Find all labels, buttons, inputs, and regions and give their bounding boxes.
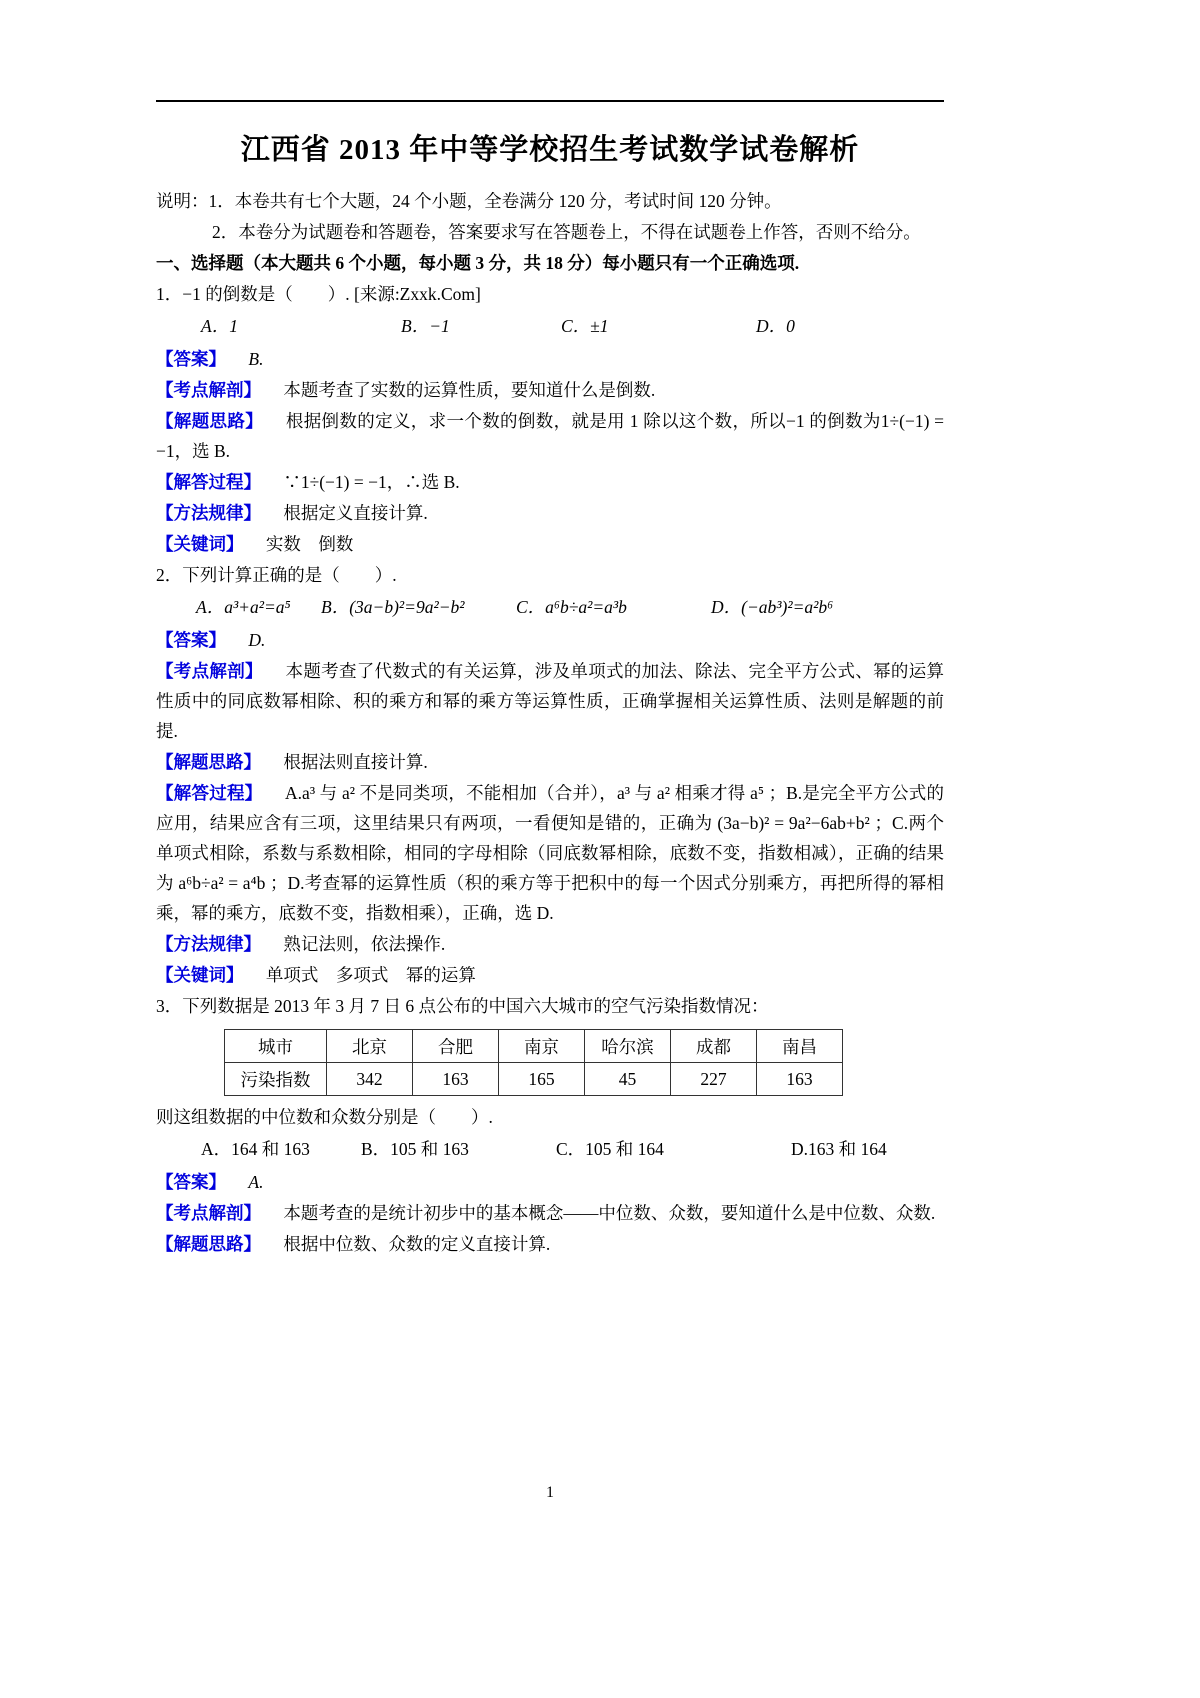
notes-line-2: 2．本卷分为试题卷和答题卷，答案要求写在答题卷上，不得在试题卷上作答，否则不给分。: [212, 222, 921, 242]
q1-analysis-line: [156, 375, 944, 405]
analysis-label: 【考点解剖】: [156, 380, 261, 400]
q1-keywords: 实数 倒数: [265, 534, 354, 554]
document-content: [156, 0, 944, 1260]
method-label: 【方法规律】: [156, 503, 261, 523]
process-label: 【解答过程】: [156, 783, 263, 803]
table-cell: 污染指数: [225, 1063, 327, 1096]
method-label: 【方法规律】: [156, 934, 261, 954]
q1-stem: 1．−1 的倒数是（ ）. [来源:Zxxk.Com]: [156, 284, 481, 304]
q1-analysis: 本题考查了实数的运算性质，要知道什么是倒数.: [283, 380, 656, 400]
q1-option-c: C．±1: [561, 316, 609, 336]
q3-stem2: 则这组数据的中位数和众数分别是（ ）.: [156, 1107, 493, 1127]
approach-label: 【解题思路】: [156, 411, 264, 431]
keywords-label: 【关键词】: [156, 965, 244, 985]
q2-analysis-line: [156, 656, 944, 746]
q3-option-d: D.163 和 164: [791, 1139, 887, 1159]
q3-option-c: C．105 和 164: [556, 1139, 664, 1159]
approach-label: 【解题思路】: [156, 752, 261, 772]
table-cell: 合肥: [413, 1030, 499, 1063]
table-cell: 南昌: [757, 1030, 843, 1063]
approach-label: 【解题思路】: [156, 1234, 261, 1254]
q2-answer-line: [156, 625, 944, 655]
table-cell: 北京: [327, 1030, 413, 1063]
q2-option-c: C．a⁶b÷a²=a³b: [516, 597, 627, 617]
answer-label: 【答案】: [156, 630, 226, 650]
q1-approach-line: [156, 406, 944, 466]
page-number: 1: [546, 1484, 554, 1501]
q2-method-line: [156, 929, 944, 959]
table-cell: 163: [413, 1063, 499, 1096]
notes-line-1: 说明：1．本卷共有七个大题，24 个小题，全卷满分 120 分，考试时间 120 分钟。: [156, 191, 782, 211]
q3-stem: 3．下列数据是 2013 年 3 月 7 日 6 点公布的中国六大城市的空气污染指数情况：: [156, 996, 769, 1016]
q3-option-b: B．105 和 163: [361, 1139, 469, 1159]
analysis-label: 【考点解剖】: [156, 1203, 261, 1223]
q1-options: [156, 311, 944, 342]
q2-option-b: B．(3a−b)²=9a²−b²: [321, 597, 465, 617]
q2-method: 熟记法则，依法操作.: [283, 934, 446, 954]
q1-keywords-line: [156, 529, 944, 559]
q1-method-line: [156, 498, 944, 528]
top-rule: [156, 100, 944, 102]
keywords-label: 【关键词】: [156, 534, 244, 554]
q3-analysis: 本题考查的是统计初步中的基本概念——中位数、众数，要知道什么是中位数、众数.: [283, 1203, 936, 1223]
section-heading: 一、选择题（本大题共 6 个小题，每小题 3 分，共 18 分）每小题只有一个正确选项.: [156, 253, 800, 273]
table-cell: 163: [757, 1063, 843, 1096]
q1-method: 根据定义直接计算.: [283, 503, 428, 523]
analysis-label: 【考点解剖】: [156, 661, 263, 681]
q1-option-b: B．−1: [401, 316, 450, 336]
table-cell: 227: [671, 1063, 757, 1096]
table-cell: 成都: [671, 1030, 757, 1063]
q2-stem: 2．下列计算正确的是（ ）.: [156, 565, 397, 585]
page-title: 江西省 2013 年中等学校招生考试数学试卷解析: [240, 134, 860, 166]
q2-approach: 根据法则直接计算.: [283, 752, 428, 772]
q2-process-line: [156, 778, 944, 928]
q3-option-a: A．164 和 163: [201, 1139, 310, 1159]
table-cell: 45: [585, 1063, 671, 1096]
table-value-row: [225, 1063, 843, 1096]
answer-label: 【答案】: [156, 349, 226, 369]
q2-keywords-line: [156, 960, 944, 990]
q3-approach-line: [156, 1229, 944, 1259]
answer-label: 【答案】: [156, 1172, 226, 1192]
table-cell: 165: [499, 1063, 585, 1096]
process-label: 【解答过程】: [156, 472, 261, 492]
q2-process: A.a³ 与 a² 不是同类项，不能相加（合并），a³ 与 a² 相乘才得 a⁵ ；B.是完全平方公式的应用，结果应含有三项，这里结果只有两项，一看便知是错的，正确为 (3a−b)² = 9a²−6ab+b² ；C.两个单项式相除，系数与系数相除，相同的字母相除（同底数幂相除，底数不变，指数相减），正确的结果为 a⁶b÷a² = a⁴b ；D.考查幂的运算性质（积的乘方等于把积中的每一个因式分别乘方，再把所得的幂相乘，幂的乘方，底数不变，指数相乘），正确，选 D.: [156, 783, 945, 923]
q2-option-a: A．a³+a²=a⁵: [196, 597, 291, 617]
table-cell: 哈尔滨: [585, 1030, 671, 1063]
table-header-row: [225, 1030, 843, 1063]
q1-option-d: D．0: [756, 316, 795, 336]
table-cell: 南京: [499, 1030, 585, 1063]
q1-option-a: A．1: [201, 316, 238, 336]
q3-options: [156, 1134, 944, 1165]
q1-process-line: [156, 467, 944, 497]
q2-approach-line: [156, 747, 944, 777]
q1-process: ∵1÷(−1) = −1，∴选 B.: [283, 472, 460, 492]
q2-analysis: 本题考查了代数式的有关运算，涉及单项式的加法、除法、完全平方公式、幂的运算性质中的同底数幂相除、积的乘方和幂的乘方等运算性质，正确掌握相关运算性质、法则是解题的前提.: [156, 661, 945, 741]
table-cell: 城市: [225, 1030, 327, 1063]
q3-approach: 根据中位数、众数的定义直接计算.: [283, 1234, 551, 1254]
q3-answer-line: [156, 1167, 944, 1197]
table-cell: 342: [327, 1063, 413, 1096]
q3-analysis-line: [156, 1198, 944, 1228]
pollution-index-table: [224, 1029, 843, 1096]
q2-answer: D.: [248, 630, 266, 650]
q1-approach: 根据倒数的定义，求一个数的倒数，就是用 1 除以这个数，所以−1 的倒数为1÷(−1) = −1，选 B.: [156, 411, 945, 461]
q1-answer-line: [156, 344, 944, 374]
q1-answer: B.: [248, 349, 264, 369]
q2-option-d: D．(−ab³)²=a²b⁶: [711, 597, 834, 617]
q2-options: [156, 592, 944, 623]
q3-answer: A.: [248, 1172, 264, 1192]
q2-keywords: 单项式 多项式 幂的运算: [265, 965, 476, 985]
